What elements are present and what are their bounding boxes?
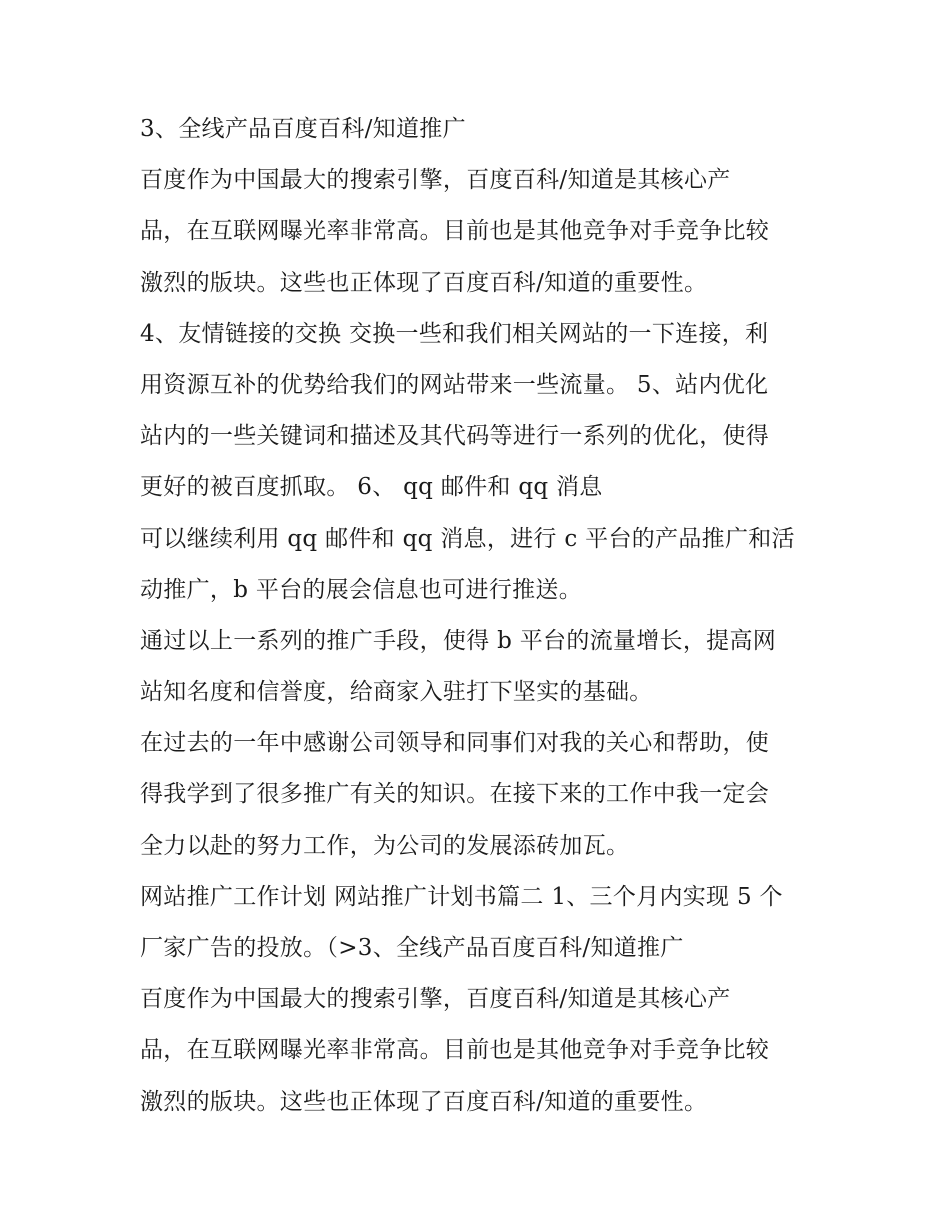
- text-line: 4、友情链接的交换 交换一些和我们相关网站的一下连接，利: [140, 320, 769, 347]
- document-body: [140, 108, 820, 1132]
- text-line: 站知名度和信誉度，给商家入驻打下坚实的基础。: [140, 679, 653, 706]
- text-line: 百度作为中国最大的搜索引擎，百度百科/知道是其核心产: [140, 167, 731, 194]
- text-line: 激烈的版块。这些也正体现了百度百科/知道的重要性。: [140, 269, 708, 296]
- text-line: 用资源互补的优势给我们的网站带来一些流量。 5、站内优化: [140, 371, 769, 398]
- text-line: 网站推广工作计划 网站推广计划书篇二 1、三个月内实现 5 个: [140, 883, 783, 910]
- text-line: 品，在互联网曝光率非常高。目前也是其他竞争对手竞争比较: [140, 218, 770, 245]
- text-line: 在过去的一年中感谢公司领导和同事们对我的关心和帮助，使: [140, 730, 770, 757]
- text-line: 可以继续利用 qq 邮件和 qq 消息，进行 c 平台的产品推广和活: [140, 525, 795, 552]
- text-line: 更好的被百度抓取。 6、 qq 邮件和 qq 消息: [140, 474, 603, 501]
- text-line: 全力以赴的努力工作，为公司的发展添砖加瓦。: [140, 832, 630, 859]
- text-line: 品，在互联网曝光率非常高。目前也是其他竞争对手竞争比较: [140, 1037, 770, 1064]
- text-line: 通过以上一系列的推广手段，使得 b 平台的流量增长，提高网: [140, 627, 777, 654]
- text-line: 3、全线产品百度百科/知道推广: [140, 116, 466, 142]
- text-line: 得我学到了很多推广有关的知识。在接下来的工作中我一定会: [140, 781, 770, 808]
- text-line: 站内的一些关键词和描述及其代码等进行一系列的优化，使得: [140, 423, 770, 450]
- text-line: 厂家广告的投放。（>3、全线产品百度百科/知道推广: [140, 935, 684, 961]
- text-line: 动推广，b 平台的展会信息也可进行推送。: [140, 576, 583, 603]
- text-line: 激烈的版块。这些也正体现了百度百科/知道的重要性。: [140, 1088, 708, 1115]
- text-line: 百度作为中国最大的搜索引擎，百度百科/知道是其核心产: [140, 986, 731, 1013]
